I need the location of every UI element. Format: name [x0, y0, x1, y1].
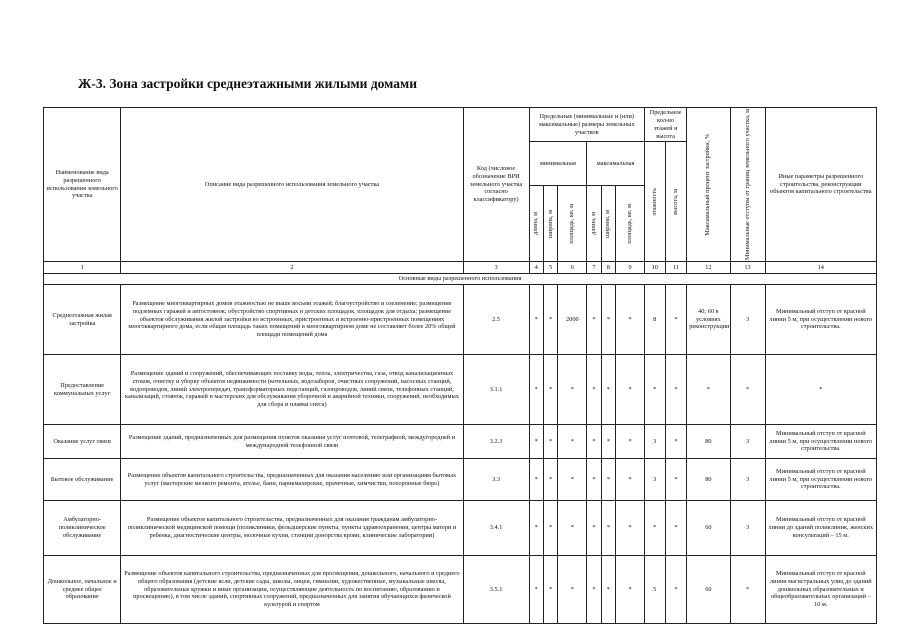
- vri-description: Размещение объектов капитального строительства, предназначенных для просвещения, дошкольного, начального и среднего общего образования (детские ясли, детские сады, школы, лицеи, гимназии, художественные, музыкальные школы, образовательные кружки и иные организации, осуществляющие деятельность по воспитанию, образованию и просвещению), в том числе зданий, спортивных сооружений, предназначенных для занятия обучающихся физической культурой и спортом: [121, 556, 463, 624]
- header-min-area-cell: [558, 186, 587, 262]
- header-min-area: площадь, кв. м: [568, 203, 576, 244]
- value-cell: *: [529, 459, 543, 501]
- value-cell: 3: [644, 425, 665, 459]
- vri-code: 3.5.1: [463, 556, 529, 624]
- column-number: 12: [687, 262, 730, 274]
- other-params: Минимальный отступ от красной линии до зданий поликлиник, женских консультаций – 15 м.: [765, 501, 876, 556]
- value-cell: 60: [687, 501, 730, 556]
- header-min-width: ширина, м: [546, 209, 554, 238]
- value-cell: 3: [644, 459, 665, 501]
- header-height: высота, м: [671, 188, 679, 215]
- value-cell: *: [543, 285, 557, 355]
- value-cell: *: [529, 285, 543, 355]
- header-max-width: ширина, м: [604, 209, 612, 238]
- page-title: Ж-3. Зона застройки среднеэтажными жилыми домами: [78, 76, 417, 91]
- value-cell: *: [529, 355, 543, 425]
- value-cell: *: [665, 501, 687, 556]
- column-number: 14: [765, 262, 876, 274]
- value-cell: 8: [644, 285, 665, 355]
- value-cell: *: [558, 425, 587, 459]
- header-min-setback: Минимальные отступы от границ земельного участка, м: [743, 109, 751, 261]
- header-vri-code: Код (числовое обозначение ВРИ земельного участка согласно классификатору): [463, 108, 529, 262]
- column-number: 4: [529, 262, 543, 274]
- column-number: 13: [730, 262, 765, 274]
- column-number: 2: [121, 262, 463, 274]
- column-number: 7: [587, 262, 601, 274]
- value-cell: *: [665, 459, 687, 501]
- value-cell: 3: [730, 425, 765, 459]
- table-row: [44, 425, 877, 459]
- value-cell: *: [529, 501, 543, 556]
- value-cell: *: [587, 425, 601, 459]
- column-number: 1: [44, 262, 121, 274]
- header-min-width-cell: [543, 186, 557, 262]
- header-min-setback-cell: [730, 108, 765, 262]
- value-cell: 3: [730, 501, 765, 556]
- vri-name: Предоставление коммунальных услуг: [44, 355, 121, 425]
- header-min-length-cell: [529, 186, 543, 262]
- other-params: Минимальный отступ от красной линии 5 м, при осуществлении нового строительства.: [765, 285, 876, 355]
- value-cell: 60: [687, 556, 730, 624]
- value-cell: *: [587, 556, 601, 624]
- table-row: [44, 501, 877, 556]
- value-cell: *: [587, 355, 601, 425]
- other-params: Минимальный отступ от красной линии 5 м, при осуществлении нового строительства.: [765, 425, 876, 459]
- vri-name: Оказание услуг связи: [44, 425, 121, 459]
- header-other-params: Иные параметры разрешенного строительства, реконструкции объектов капитального строительства: [765, 108, 876, 262]
- vri-description: Размещение зданий, предназначенных для размещения пунктов оказания услуг почтовой, телеграфной, междугородней и международной телефонной связи: [121, 425, 463, 459]
- header-plot-sizes: Предельные (минимальные и (или) максимальные) размеры земельных участков: [529, 108, 644, 142]
- vri-description: Размещение объектов капитального строительства, предназначенных для оказания населению или организациям бытовых услуг (мастерские мелкого ремонта, ателье, бани, парикмахерские, прачечные, химчистки, похоронные бюро): [121, 459, 463, 501]
- header-max-coverage-cell: [687, 108, 730, 262]
- value-cell: *: [616, 285, 645, 355]
- value-cell: *: [558, 501, 587, 556]
- other-params: Минимальный отступ от красной линии 5 м, при осуществлении нового строительства.: [765, 459, 876, 501]
- value-cell: *: [601, 556, 615, 624]
- header-vri-name: Наименование вида разрешенного использования земельного участка: [44, 108, 121, 262]
- column-number-row: [44, 262, 877, 274]
- header-floors-cell: [644, 142, 665, 262]
- zone-regulations-table: [43, 107, 877, 624]
- value-cell: *: [543, 425, 557, 459]
- column-number: 11: [665, 262, 687, 274]
- vri-description: Размещение многоквартирных домов этажностью не выше восьми этажей; благоустройство и озеленение; размещение подземных гаражей и автостоянок; обустройство спортивных и детских площадок, площадок для отдыха; размещение объектов обслуживания жилой застройки во встроенных, пристроенных и встроенно-пристроенных помещениях многоквартирного дома, если общая площадь таких помещений в многоквартирном доме не составляет более 20% общей площади помещений дома: [121, 285, 463, 355]
- value-cell: 40; 60 в условиях реконструкции: [687, 285, 730, 355]
- value-cell: *: [543, 459, 557, 501]
- header-height-cell: [665, 142, 687, 262]
- header-floors-height: Предельное кол-во этажей и высота: [644, 108, 686, 142]
- value-cell: *: [601, 501, 615, 556]
- vri-code: 3.3: [463, 459, 529, 501]
- column-number: 6: [558, 262, 587, 274]
- vri-code: 2.5: [463, 285, 529, 355]
- value-cell: *: [543, 501, 557, 556]
- section-title: Основные виды разрешенного использования: [44, 274, 877, 285]
- value-cell: 3: [730, 459, 765, 501]
- vri-code: 3.4.1: [463, 501, 529, 556]
- column-number: 9: [616, 262, 645, 274]
- vri-code: 3.1.1: [463, 355, 529, 425]
- header-max-coverage: Максимальный процент застройки, %: [704, 133, 712, 236]
- table-row: [44, 285, 877, 355]
- header-vri-description: Описание вида разрешенного использования земельного участка: [121, 108, 463, 262]
- header-minimal: минимальная: [529, 142, 587, 186]
- value-cell: *: [616, 501, 645, 556]
- value-cell: *: [601, 285, 615, 355]
- value-cell: *: [587, 285, 601, 355]
- table-row: [44, 355, 877, 425]
- value-cell: *: [616, 425, 645, 459]
- value-cell: 3: [730, 285, 765, 355]
- value-cell: *: [644, 355, 665, 425]
- header-max-length: длина, м: [590, 212, 598, 236]
- vri-name: Дошкольное, начальное и среднее общее образование: [44, 556, 121, 624]
- value-cell: *: [644, 501, 665, 556]
- column-number: 5: [543, 262, 557, 274]
- table-row: [44, 556, 877, 624]
- vri-name: Бытовое обслуживание: [44, 459, 121, 501]
- header-max-width-cell: [601, 186, 615, 262]
- vri-description: Размещение объектов капитального строительства, предназначенных для оказания гражданам амбулаторно-поликлинической медицинской помощи (поликлиники, фельдшерские пункты, пункты здравоохранения, центры матери и ребенка, диагностические центры, молочные кухни, станции донорства крови, клинические лаборатории): [121, 501, 463, 556]
- value-cell: 2000: [558, 285, 587, 355]
- header-min-length: длина, м: [532, 212, 540, 236]
- value-cell: *: [601, 355, 615, 425]
- value-cell: *: [558, 459, 587, 501]
- value-cell: *: [601, 459, 615, 501]
- value-cell: 5: [644, 556, 665, 624]
- header-max-area-cell: [616, 186, 645, 262]
- value-cell: *: [601, 425, 615, 459]
- value-cell: *: [665, 556, 687, 624]
- value-cell: *: [730, 355, 765, 425]
- header-max-length-cell: [587, 186, 601, 262]
- header-maximal: максимальная: [587, 142, 645, 186]
- other-params: Минимальный отступ от красной линии магистральных улиц до зданий дошкольных образовательных и общеобразовательных организаций – 10 м.: [765, 556, 876, 624]
- value-cell: *: [665, 285, 687, 355]
- value-cell: *: [616, 459, 645, 501]
- value-cell: *: [587, 501, 601, 556]
- value-cell: *: [665, 425, 687, 459]
- column-number: 10: [644, 262, 665, 274]
- table-row: [44, 459, 877, 501]
- value-cell: *: [558, 355, 587, 425]
- vri-description: Размещение зданий и сооружений, обеспечивающих поставку воды, тепла, электричества, газа, отвод канализационных стоков, очистку и уборку объектов недвижимости (котельных, водозаборов, очистных сооружений, насосных станций, водопроводов, линий электропередач, трансформаторных подстанций, газопроводов, линий связи, телефонных станций, канализаций, стоянок, гаражей и мастерских для обслуживания уборочной и аварийной техники, сооружений, необходимых для сбора и плавки снега): [121, 355, 463, 425]
- value-cell: *: [543, 355, 557, 425]
- value-cell: *: [616, 355, 645, 425]
- value-cell: 80: [687, 459, 730, 501]
- vri-name: Среднеэтажная жилая застройка: [44, 285, 121, 355]
- value-cell: *: [558, 556, 587, 624]
- value-cell: *: [687, 355, 730, 425]
- value-cell: *: [616, 556, 645, 624]
- header-max-area: площадь, кв. м: [626, 203, 634, 244]
- value-cell: *: [665, 355, 687, 425]
- vri-name: Амбулаторно-поликлиническое обслуживание: [44, 501, 121, 556]
- column-number: 3: [463, 262, 529, 274]
- value-cell: *: [587, 459, 601, 501]
- value-cell: *: [529, 556, 543, 624]
- column-number: 8: [601, 262, 615, 274]
- header-floors: этажность: [650, 187, 658, 216]
- other-params: *: [765, 355, 876, 425]
- value-cell: *: [529, 425, 543, 459]
- value-cell: *: [543, 556, 557, 624]
- value-cell: *: [730, 556, 765, 624]
- vri-code: 3.2.3: [463, 425, 529, 459]
- value-cell: 80: [687, 425, 730, 459]
